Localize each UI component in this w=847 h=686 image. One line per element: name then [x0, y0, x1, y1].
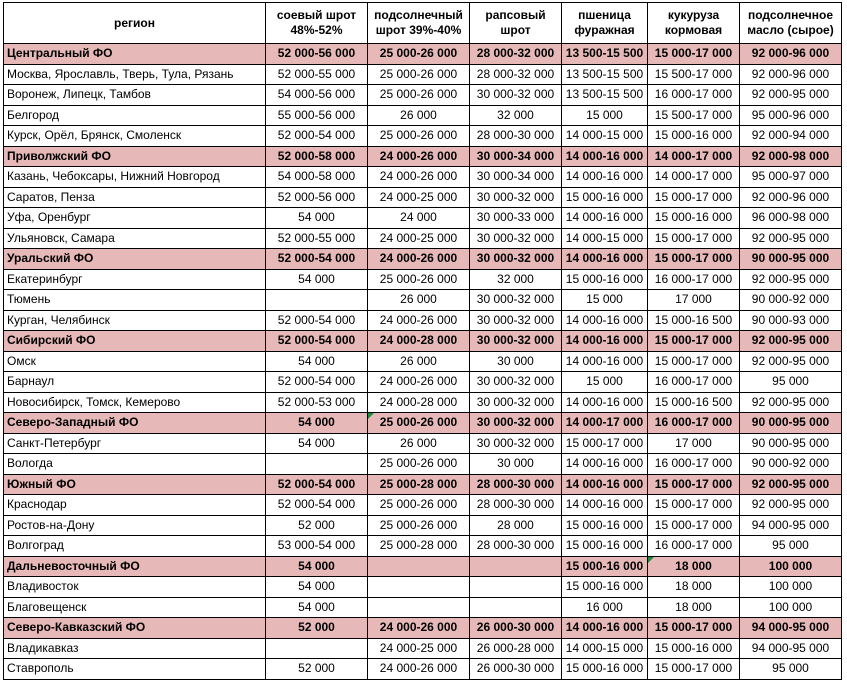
district-row — [4, 331, 842, 352]
region-cell: Москва, Ярославль, Тверь, Тула, Рязань — [4, 64, 266, 85]
district-row — [4, 618, 842, 639]
price-cell: 16 000-17 000 — [648, 454, 740, 475]
price-cell: 30 000-32 000 — [470, 310, 562, 331]
region-cell: Воронеж, Липецк, Тамбов — [4, 85, 266, 106]
cell-comment-marker-icon — [648, 557, 654, 563]
price-cell: 15 000-17 000 — [648, 351, 740, 372]
price-cell: 14 000-16 000 — [562, 474, 648, 495]
price-cell: 92 000-95 000 — [740, 495, 842, 516]
price-cell: 28 000-30 000 — [470, 474, 562, 495]
price-cell: 15 000-17 000 — [648, 187, 740, 208]
price-cell: 94 000-95 000 — [740, 638, 842, 659]
price-cell: 15 000-17 000 — [648, 515, 740, 536]
price-cell: 14 000-15 000 — [562, 228, 648, 249]
price-cell: 26 000 — [368, 433, 470, 454]
price-cell — [470, 597, 562, 618]
price-cell: 15 500-17 000 — [648, 64, 740, 85]
price-cell: 24 000-26 000 — [368, 249, 470, 270]
price-cell: 15 000-16 000 — [562, 269, 648, 290]
price-cell: 15 000-17 000 — [648, 618, 740, 639]
column-header-feed-wheat: пшеница фуражная — [562, 3, 648, 44]
price-cell: 52 000-55 000 — [266, 64, 368, 85]
price-cell: 14 000-15 000 — [562, 638, 648, 659]
price-cell: 94 000-95 000 — [740, 515, 842, 536]
price-cell: 92 000-95 000 — [740, 228, 842, 249]
price-cell: 13 500-15 500 — [562, 85, 648, 106]
region-cell: Северо-Кавказский ФО — [4, 618, 266, 639]
price-cell: 26 000-30 000 — [470, 618, 562, 639]
region-cell: Владивосток — [4, 577, 266, 598]
price-cell — [368, 556, 470, 577]
price-cell: 55 000-56 000 — [266, 105, 368, 126]
price-cell: 13 500-15 500 — [562, 64, 648, 85]
header-row — [4, 3, 842, 44]
price-cell: 28 000-32 000 — [470, 64, 562, 85]
price-cell-text: 25 000-26 000 — [379, 415, 458, 430]
region-cell: Краснодар — [4, 495, 266, 516]
price-cell: 14 000-17 000 — [562, 413, 648, 434]
price-cell: 25 000-26 000 — [368, 495, 470, 516]
city-row — [4, 228, 842, 249]
price-cell: 24 000-26 000 — [368, 659, 470, 680]
region-cell: Вологда — [4, 454, 266, 475]
city-row — [4, 290, 842, 311]
price-cell: 54 000 — [266, 413, 368, 434]
region-cell: Тюмень — [4, 290, 266, 311]
price-cell: 25 000-26 000 — [368, 126, 470, 147]
price-cell: 24 000-26 000 — [368, 372, 470, 393]
price-cell — [368, 413, 470, 434]
price-cell: 54 000-56 000 — [266, 85, 368, 106]
column-header-feed-corn: кукуруза кормовая — [648, 3, 740, 44]
price-cell: 52 000-54 000 — [266, 126, 368, 147]
price-cell: 24 000-25 000 — [368, 187, 470, 208]
city-row — [4, 659, 842, 680]
price-cell: 92 000-94 000 — [740, 126, 842, 147]
price-cell: 95 000-97 000 — [740, 167, 842, 188]
price-cell: 14 000-16 000 — [562, 249, 648, 270]
price-cell: 54 000 — [266, 351, 368, 372]
city-row — [4, 208, 842, 229]
price-cell: 90 000-93 000 — [740, 310, 842, 331]
price-cell: 30 000-34 000 — [470, 146, 562, 167]
price-cell: 28 000-30 000 — [470, 536, 562, 557]
region-cell: Барнаул — [4, 372, 266, 393]
price-cell: 52 000-54 000 — [266, 474, 368, 495]
price-cell: 17 000 — [648, 433, 740, 454]
price-cell: 95 000-96 000 — [740, 105, 842, 126]
price-cell: 14 000-16 000 — [562, 351, 648, 372]
region-cell: Екатеринбург — [4, 269, 266, 290]
price-cell-text: 18 000 — [675, 558, 712, 573]
region-cell: Казань, Чебоксары, Нижний Новгород — [4, 167, 266, 188]
region-cell: Владикавказ — [4, 638, 266, 659]
price-cell: 52 000-55 000 — [266, 228, 368, 249]
price-cell: 25 000-26 000 — [368, 64, 470, 85]
price-cell: 92 000-95 000 — [740, 85, 842, 106]
price-cell: 24 000-28 000 — [368, 392, 470, 413]
price-cell: 14 000-16 000 — [562, 618, 648, 639]
region-cell: Ставрополь — [4, 659, 266, 680]
column-header-sunflower-oil: подсолнечное масло (сырое) — [740, 3, 842, 44]
price-cell: 52 000-54 000 — [266, 331, 368, 352]
price-cell: 15 000-16 500 — [648, 310, 740, 331]
price-cell: 54 000 — [266, 597, 368, 618]
price-cell: 30 000-32 000 — [470, 249, 562, 270]
city-row — [4, 536, 842, 557]
price-cell: 100 000 — [740, 597, 842, 618]
price-cell: 24 000-26 000 — [368, 618, 470, 639]
price-cell: 25 000-28 000 — [368, 536, 470, 557]
region-cell: Сибирский ФО — [4, 331, 266, 352]
price-cell: 92 000-95 000 — [740, 392, 842, 413]
price-cell — [266, 454, 368, 475]
price-cell: 16 000-17 000 — [648, 85, 740, 106]
price-cell: 54 000 — [266, 556, 368, 577]
price-cell: 26 000 — [368, 105, 470, 126]
price-cell: 14 000-16 000 — [562, 167, 648, 188]
price-cell: 52 000-54 000 — [266, 310, 368, 331]
price-cell: 15 000-16 500 — [648, 392, 740, 413]
price-cell — [368, 577, 470, 598]
price-cell: 15 000-17 000 — [562, 433, 648, 454]
price-cell: 95 000 — [740, 536, 842, 557]
price-cell: 15 000-17 000 — [648, 331, 740, 352]
price-cell: 30 000-34 000 — [470, 167, 562, 188]
price-cell: 16 000-17 000 — [648, 269, 740, 290]
price-cell: 14 000-16 000 — [562, 331, 648, 352]
price-cell: 14 000-16 000 — [562, 454, 648, 475]
region-cell: Санкт-Петербург — [4, 433, 266, 454]
city-row — [4, 167, 842, 188]
price-cell — [648, 556, 740, 577]
price-cell: 24 000-25 000 — [368, 228, 470, 249]
price-cell: 15 500-17 000 — [648, 105, 740, 126]
price-cell: 52 000 — [266, 515, 368, 536]
price-cell: 26 000 — [368, 351, 470, 372]
price-table — [3, 2, 842, 680]
price-cell: 14 000-15 000 — [562, 126, 648, 147]
price-cell: 52 000-54 000 — [266, 495, 368, 516]
price-cell: 53 000-54 000 — [266, 536, 368, 557]
price-cell: 25 000-26 000 — [368, 515, 470, 536]
price-cell: 25 000-26 000 — [368, 44, 470, 65]
price-cell: 30 000-32 000 — [470, 187, 562, 208]
price-cell: 52 000 — [266, 618, 368, 639]
price-cell — [470, 577, 562, 598]
price-cell: 32 000 — [470, 269, 562, 290]
price-cell: 30 000-32 000 — [470, 433, 562, 454]
price-cell: 30 000-32 000 — [470, 413, 562, 434]
district-row — [4, 556, 842, 577]
price-cell: 26 000-28 000 — [470, 638, 562, 659]
price-cell: 24 000-26 000 — [368, 167, 470, 188]
price-cell: 30 000-32 000 — [470, 331, 562, 352]
price-cell: 100 000 — [740, 577, 842, 598]
region-cell: Приволжский ФО — [4, 146, 266, 167]
price-cell: 52 000 — [266, 659, 368, 680]
city-row — [4, 515, 842, 536]
price-cell: 15 000 — [562, 372, 648, 393]
region-cell: Уфа, Оренбург — [4, 208, 266, 229]
price-cell: 15 000-16 000 — [562, 577, 648, 598]
price-cell: 92 000-95 000 — [740, 474, 842, 495]
price-cell: 54 000 — [266, 208, 368, 229]
price-cell: 90 000-92 000 — [740, 290, 842, 311]
price-cell: 15 000-16 000 — [562, 536, 648, 557]
price-cell: 14 000-16 000 — [562, 392, 648, 413]
region-cell: Омск — [4, 351, 266, 372]
region-cell: Саратов, Пенза — [4, 187, 266, 208]
price-cell: 15 000-16 000 — [648, 638, 740, 659]
price-cell: 30 000 — [470, 351, 562, 372]
price-cell: 28 000 — [470, 515, 562, 536]
price-cell: 94 000-95 000 — [740, 618, 842, 639]
price-cell: 15 000-16 000 — [562, 556, 648, 577]
price-cell: 14 000-16 000 — [562, 310, 648, 331]
price-cell: 28 000-30 000 — [470, 126, 562, 147]
price-cell: 15 000-16 000 — [562, 659, 648, 680]
city-row — [4, 454, 842, 475]
region-cell: Волгоград — [4, 536, 266, 557]
price-cell: 96 000-98 000 — [740, 208, 842, 229]
city-row — [4, 495, 842, 516]
price-cell: 26 000 — [368, 290, 470, 311]
city-row — [4, 351, 842, 372]
price-cell: 16 000-17 000 — [648, 536, 740, 557]
region-cell: Южный ФО — [4, 474, 266, 495]
column-header-sunflower-meal: подсолнечный шрот 39%-40% — [368, 3, 470, 44]
price-cell: 30 000-32 000 — [470, 372, 562, 393]
price-cell: 92 000-95 000 — [740, 269, 842, 290]
city-row — [4, 310, 842, 331]
price-cell: 52 000-54 000 — [266, 249, 368, 270]
price-cell: 18 000 — [648, 597, 740, 618]
region-cell: Центральный ФО — [4, 44, 266, 65]
region-cell: Благовещенск — [4, 597, 266, 618]
price-cell — [368, 597, 470, 618]
price-cell: 24 000-25 000 — [368, 638, 470, 659]
price-cell: 32 000 — [470, 105, 562, 126]
price-cell: 92 000-96 000 — [740, 44, 842, 65]
price-cell: 52 000-56 000 — [266, 44, 368, 65]
price-cell: 15 000-17 000 — [648, 659, 740, 680]
city-row — [4, 105, 842, 126]
price-cell: 25 000-28 000 — [368, 474, 470, 495]
city-row — [4, 269, 842, 290]
price-cell: 15 000-17 000 — [648, 495, 740, 516]
price-cell: 52 000-56 000 — [266, 187, 368, 208]
price-cell: 15 000-17 000 — [648, 249, 740, 270]
price-cell: 30 000-32 000 — [470, 228, 562, 249]
price-cell: 90 000-95 000 — [740, 249, 842, 270]
price-cell: 30 000-32 000 — [470, 85, 562, 106]
price-cell: 52 000-53 000 — [266, 392, 368, 413]
price-cell: 24 000-26 000 — [368, 146, 470, 167]
cell-comment-marker-icon — [368, 413, 374, 419]
city-row — [4, 85, 842, 106]
city-row — [4, 126, 842, 147]
city-row — [4, 638, 842, 659]
price-cell — [266, 290, 368, 311]
price-cell: 52 000-58 000 — [266, 146, 368, 167]
district-row — [4, 413, 842, 434]
price-cell: 25 000-26 000 — [368, 269, 470, 290]
price-cell: 15 000-16 000 — [562, 187, 648, 208]
price-cell: 24 000 — [368, 208, 470, 229]
price-cell: 26 000-30 000 — [470, 659, 562, 680]
price-cell: 92 000-95 000 — [740, 331, 842, 352]
price-cell: 16 000 — [562, 597, 648, 618]
column-header-soybean-meal: соевый шрот 48%-52% — [266, 3, 368, 44]
price-cell: 30 000 — [470, 454, 562, 475]
price-cell: 14 000-17 000 — [648, 146, 740, 167]
region-cell: Курск, Орёл, Брянск, Смоленск — [4, 126, 266, 147]
column-header-region: регион — [4, 3, 266, 44]
price-cell: 25 000-26 000 — [368, 85, 470, 106]
price-cell: 100 000 — [740, 556, 842, 577]
price-cell: 15 000 — [562, 290, 648, 311]
price-cell: 92 000-96 000 — [740, 64, 842, 85]
region-cell: Новосибирск, Томск, Кемерово — [4, 392, 266, 413]
price-cell: 90 000-95 000 — [740, 433, 842, 454]
price-cell: 15 000-16 000 — [648, 126, 740, 147]
region-cell: Ростов-на-Дону — [4, 515, 266, 536]
price-cell: 92 000-95 000 — [740, 351, 842, 372]
price-cell: 17 000 — [648, 290, 740, 311]
price-cell: 30 000-32 000 — [470, 392, 562, 413]
city-row — [4, 433, 842, 454]
price-cell: 15 000-16 000 — [648, 208, 740, 229]
column-header-rapeseed-meal: рапсовый шрот — [470, 3, 562, 44]
table-body — [4, 44, 842, 680]
price-cell — [470, 556, 562, 577]
price-cell: 30 000-32 000 — [470, 290, 562, 311]
price-cell: 90 000-95 000 — [740, 413, 842, 434]
price-cell: 14 000-16 000 — [562, 146, 648, 167]
price-cell: 25 000-26 000 — [368, 454, 470, 475]
region-cell: Северо-Западный ФО — [4, 413, 266, 434]
city-row — [4, 64, 842, 85]
price-cell: 16 000-17 000 — [648, 413, 740, 434]
price-cell: 54 000 — [266, 577, 368, 598]
price-cell: 95 000 — [740, 659, 842, 680]
price-cell: 30 000-33 000 — [470, 208, 562, 229]
price-cell: 15 000 — [562, 105, 648, 126]
city-row — [4, 392, 842, 413]
region-cell: Дальневосточный ФО — [4, 556, 266, 577]
region-cell: Уральский ФО — [4, 249, 266, 270]
price-cell: 92 000-96 000 — [740, 187, 842, 208]
price-cell: 15 000-16 000 — [562, 515, 648, 536]
price-cell: 54 000 — [266, 433, 368, 454]
price-cell: 15 000-17 000 — [648, 474, 740, 495]
price-cell: 54 000 — [266, 269, 368, 290]
price-cell: 18 000 — [648, 577, 740, 598]
price-cell: 28 000-30 000 — [470, 495, 562, 516]
region-cell: Белгород — [4, 105, 266, 126]
price-cell: 95 000 — [740, 372, 842, 393]
price-cell: 14 000-17 000 — [648, 167, 740, 188]
district-row — [4, 474, 842, 495]
price-cell: 16 000-17 000 — [648, 372, 740, 393]
price-cell: 24 000-26 000 — [368, 310, 470, 331]
price-cell — [266, 638, 368, 659]
price-cell: 52 000-54 000 — [266, 372, 368, 393]
price-cell: 92 000-98 000 — [740, 146, 842, 167]
price-cell: 24 000-28 000 — [368, 331, 470, 352]
city-row — [4, 372, 842, 393]
price-cell: 14 000-16 000 — [562, 495, 648, 516]
city-row — [4, 597, 842, 618]
price-cell: 14 000-16 000 — [562, 208, 648, 229]
price-cell: 13 500-15 500 — [562, 44, 648, 65]
price-cell: 15 000-17 000 — [648, 228, 740, 249]
city-row — [4, 187, 842, 208]
price-cell: 15 000-17 000 — [648, 44, 740, 65]
district-row — [4, 249, 842, 270]
price-cell: 54 000-58 000 — [266, 167, 368, 188]
district-row — [4, 44, 842, 65]
district-row — [4, 146, 842, 167]
price-cell: 90 000-92 000 — [740, 454, 842, 475]
region-cell: Ульяновск, Самара — [4, 228, 266, 249]
region-cell: Курган, Челябинск — [4, 310, 266, 331]
city-row — [4, 577, 842, 598]
price-cell: 28 000-32 000 — [470, 44, 562, 65]
